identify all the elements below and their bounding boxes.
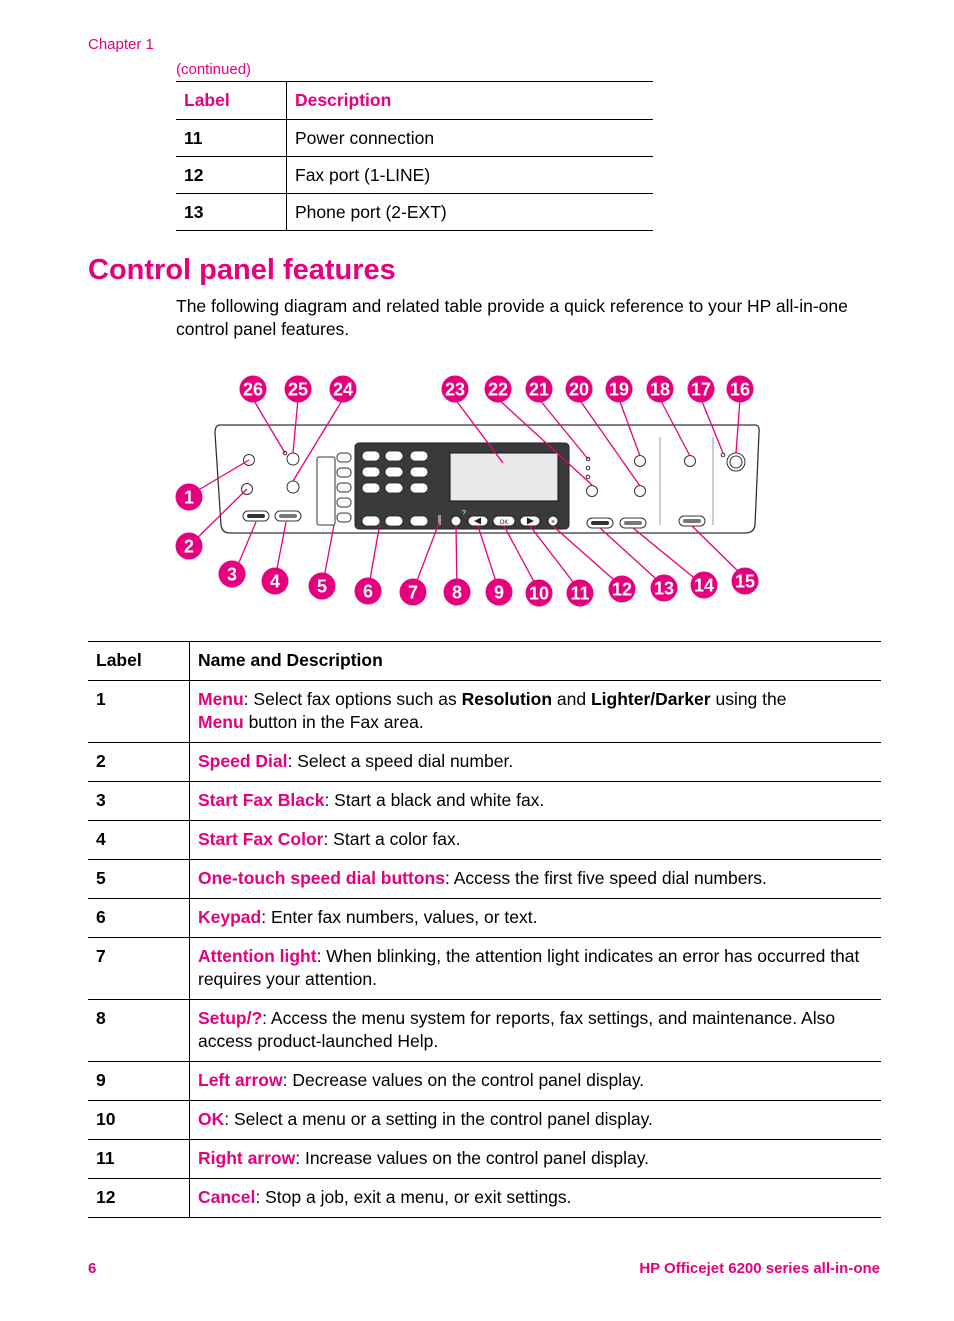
setup-label: ? [462, 510, 466, 517]
column-header-description: Description [287, 82, 654, 120]
row-description: Keypad: Enter fax numbers, values, or text. [190, 899, 882, 938]
svg-text:2: 2 [183, 536, 195, 557]
callout-23 [442, 376, 469, 403]
table-row [88, 681, 881, 743]
row-label: 3 [88, 782, 190, 821]
table-header-row [176, 82, 653, 120]
row-label: 12 [88, 1179, 190, 1218]
callout-8 [444, 579, 471, 606]
callout-25 [285, 376, 312, 403]
svg-text:22: 22 [487, 379, 509, 400]
row-label: 2 [88, 743, 190, 782]
svg-text:21: 21 [528, 379, 550, 400]
svg-text:24: 24 [332, 379, 354, 400]
one-touch-button [337, 498, 351, 507]
svg-text:6: 6 [362, 581, 374, 602]
svg-text:12: 12 [611, 579, 633, 600]
row-description: Power connection [287, 120, 654, 157]
svg-text:14: 14 [693, 575, 715, 596]
speed-dial-card [317, 457, 335, 525]
callout-4 [262, 568, 289, 595]
one-touch-button [337, 513, 351, 522]
reduce-enlarge-button [635, 456, 646, 467]
feature-term: Start Fax Color [198, 829, 324, 849]
callout-16 [727, 376, 754, 403]
svg-text:17: 17 [690, 379, 712, 400]
power-light [721, 453, 725, 457]
feature-term: Right arrow [198, 1148, 296, 1168]
callout-24 [330, 376, 357, 403]
callout-14 [691, 572, 718, 599]
callout-11 [567, 580, 594, 607]
table-row [88, 860, 881, 899]
one-touch-button [337, 483, 351, 492]
svg-text:1: 1 [183, 487, 195, 508]
svg-text:25: 25 [287, 379, 309, 400]
row-label: 11 [88, 1140, 190, 1179]
section-intro: The following diagram and related table provide a quick reference to your HP all-in-one control panel features. [176, 296, 848, 339]
indicator-light [586, 466, 590, 470]
callout-21 [526, 376, 553, 403]
row-label: 8 [88, 1000, 190, 1062]
callout-17 [688, 376, 715, 403]
row-description: Fax port (1-LINE) [287, 157, 654, 194]
callout-12 [609, 576, 636, 603]
scan-to-button [685, 456, 696, 467]
ports-table [176, 81, 653, 231]
fax-resolution-button [287, 481, 299, 493]
callout-20 [566, 376, 593, 403]
row-label: 5 [88, 860, 190, 899]
svg-text:26: 26 [242, 379, 264, 400]
copy-quality-button [587, 486, 598, 497]
feature-term: One-touch speed dial buttons [198, 868, 445, 888]
row-description: Attention light: When blinking, the attention light indicates an error has occurred that requires your attention. [190, 938, 882, 1000]
setup-button [451, 516, 461, 526]
row-description: Menu: Select fax options such as Resolution and Lighter/Darker using the Menu button in the Fax area. [190, 681, 882, 743]
table-header-row [88, 642, 881, 681]
svg-text:4: 4 [269, 571, 281, 592]
table-row [88, 899, 881, 938]
callout-7 [400, 579, 427, 606]
row-label: 10 [88, 1101, 190, 1140]
row-label: 9 [88, 1062, 190, 1101]
page-number: 6 [88, 1260, 97, 1277]
feature-term: Cancel [198, 1187, 256, 1207]
svg-text:9: 9 [493, 582, 505, 603]
row-description: One-touch speed dial buttons: Access the first five speed dial numbers. [190, 860, 882, 899]
table-row [88, 1101, 881, 1140]
svg-text:23: 23 [444, 379, 466, 400]
table-row [88, 1179, 881, 1218]
svg-text:16: 16 [729, 379, 751, 400]
features-table [88, 641, 881, 1218]
callouts-top [240, 376, 754, 403]
section-title: Control panel features [88, 254, 396, 286]
callout-10 [526, 580, 553, 607]
table-row [176, 194, 653, 231]
continued-label: (continued) [176, 61, 252, 78]
callout-1 [176, 484, 203, 511]
table-row [88, 821, 881, 860]
callout-13 [651, 575, 678, 602]
number-of-copies-button [635, 486, 646, 497]
row-description: Setup/?: Access the menu system for reports, fax settings, and maintenance. Also access product-launched Help. [190, 1000, 882, 1062]
row-label: 7 [88, 938, 190, 1000]
table-row [88, 743, 881, 782]
row-description: Left arrow: Decrease values on the control panel display. [190, 1062, 882, 1101]
row-label: 6 [88, 899, 190, 938]
callout-9 [486, 579, 513, 606]
table-row [176, 120, 653, 157]
svg-text:13: 13 [653, 578, 675, 599]
svg-text:8: 8 [451, 582, 463, 603]
column-header-label: Label [176, 82, 287, 120]
ok-label: OK [499, 520, 509, 526]
indicator-light [586, 475, 590, 479]
callout-19 [606, 376, 633, 403]
feature-term: Keypad [198, 907, 262, 927]
callout-15 [732, 568, 759, 595]
svg-text:5: 5 [316, 576, 328, 597]
display-screen [450, 453, 558, 501]
row-description: Start Fax Color: Start a color fax. [190, 821, 882, 860]
control-panel-diagram [165, 365, 775, 615]
svg-text:10: 10 [528, 583, 550, 604]
row-label: 1 [88, 681, 190, 743]
row-label: 12 [176, 157, 287, 194]
row-description: OK: Select a menu or a setting in the control panel display. [190, 1101, 882, 1140]
table-row [88, 1000, 881, 1062]
row-label: 11 [176, 120, 287, 157]
one-touch-button [337, 468, 351, 477]
svg-text:×: × [550, 519, 556, 526]
feature-term: Attention light [198, 946, 317, 966]
chapter-label: Chapter 1 [88, 36, 154, 53]
callout-26 [240, 376, 267, 403]
svg-text:11: 11 [570, 583, 590, 604]
table-row [88, 1140, 881, 1179]
svg-text:20: 20 [568, 379, 590, 400]
callout-2 [176, 533, 203, 560]
column-header-name-description: Name and Description [190, 642, 882, 681]
table-row [176, 157, 653, 194]
fax-button [287, 453, 299, 465]
row-description: Cancel: Stop a job, exit a menu, or exit settings. [190, 1179, 882, 1218]
callout-6 [355, 578, 382, 605]
table-row [88, 782, 881, 821]
feature-term: Left arrow [198, 1070, 283, 1090]
svg-text:15: 15 [734, 571, 756, 592]
callout-5 [309, 573, 336, 600]
svg-text:19: 19 [608, 379, 630, 400]
one-touch-button [337, 453, 351, 462]
row-label: 13 [176, 194, 287, 231]
table-row [88, 938, 881, 1000]
footer-product-name: HP Officejet 6200 series all-in-one [639, 1260, 880, 1277]
feature-term: Start Fax Black [198, 790, 325, 810]
callout-3 [219, 561, 246, 588]
column-header-label: Label [88, 642, 190, 681]
row-description: Right arrow: Increase values on the control panel display. [190, 1140, 882, 1179]
row-description: Speed Dial: Select a speed dial number. [190, 743, 882, 782]
feature-term: Menu [198, 689, 244, 709]
feature-term: Menu [198, 712, 244, 732]
row-label: 4 [88, 821, 190, 860]
table-row [88, 1062, 881, 1101]
callout-18 [647, 376, 674, 403]
feature-term: Speed Dial [198, 751, 288, 771]
svg-text:18: 18 [649, 379, 671, 400]
feature-term: OK [198, 1109, 225, 1129]
svg-text:7: 7 [407, 582, 419, 603]
row-description: Start Fax Black: Start a black and white fax. [190, 782, 882, 821]
callout-22 [485, 376, 512, 403]
feature-term: Setup/? [198, 1008, 263, 1028]
svg-text:3: 3 [226, 564, 238, 585]
row-description: Phone port (2-EXT) [287, 194, 654, 231]
